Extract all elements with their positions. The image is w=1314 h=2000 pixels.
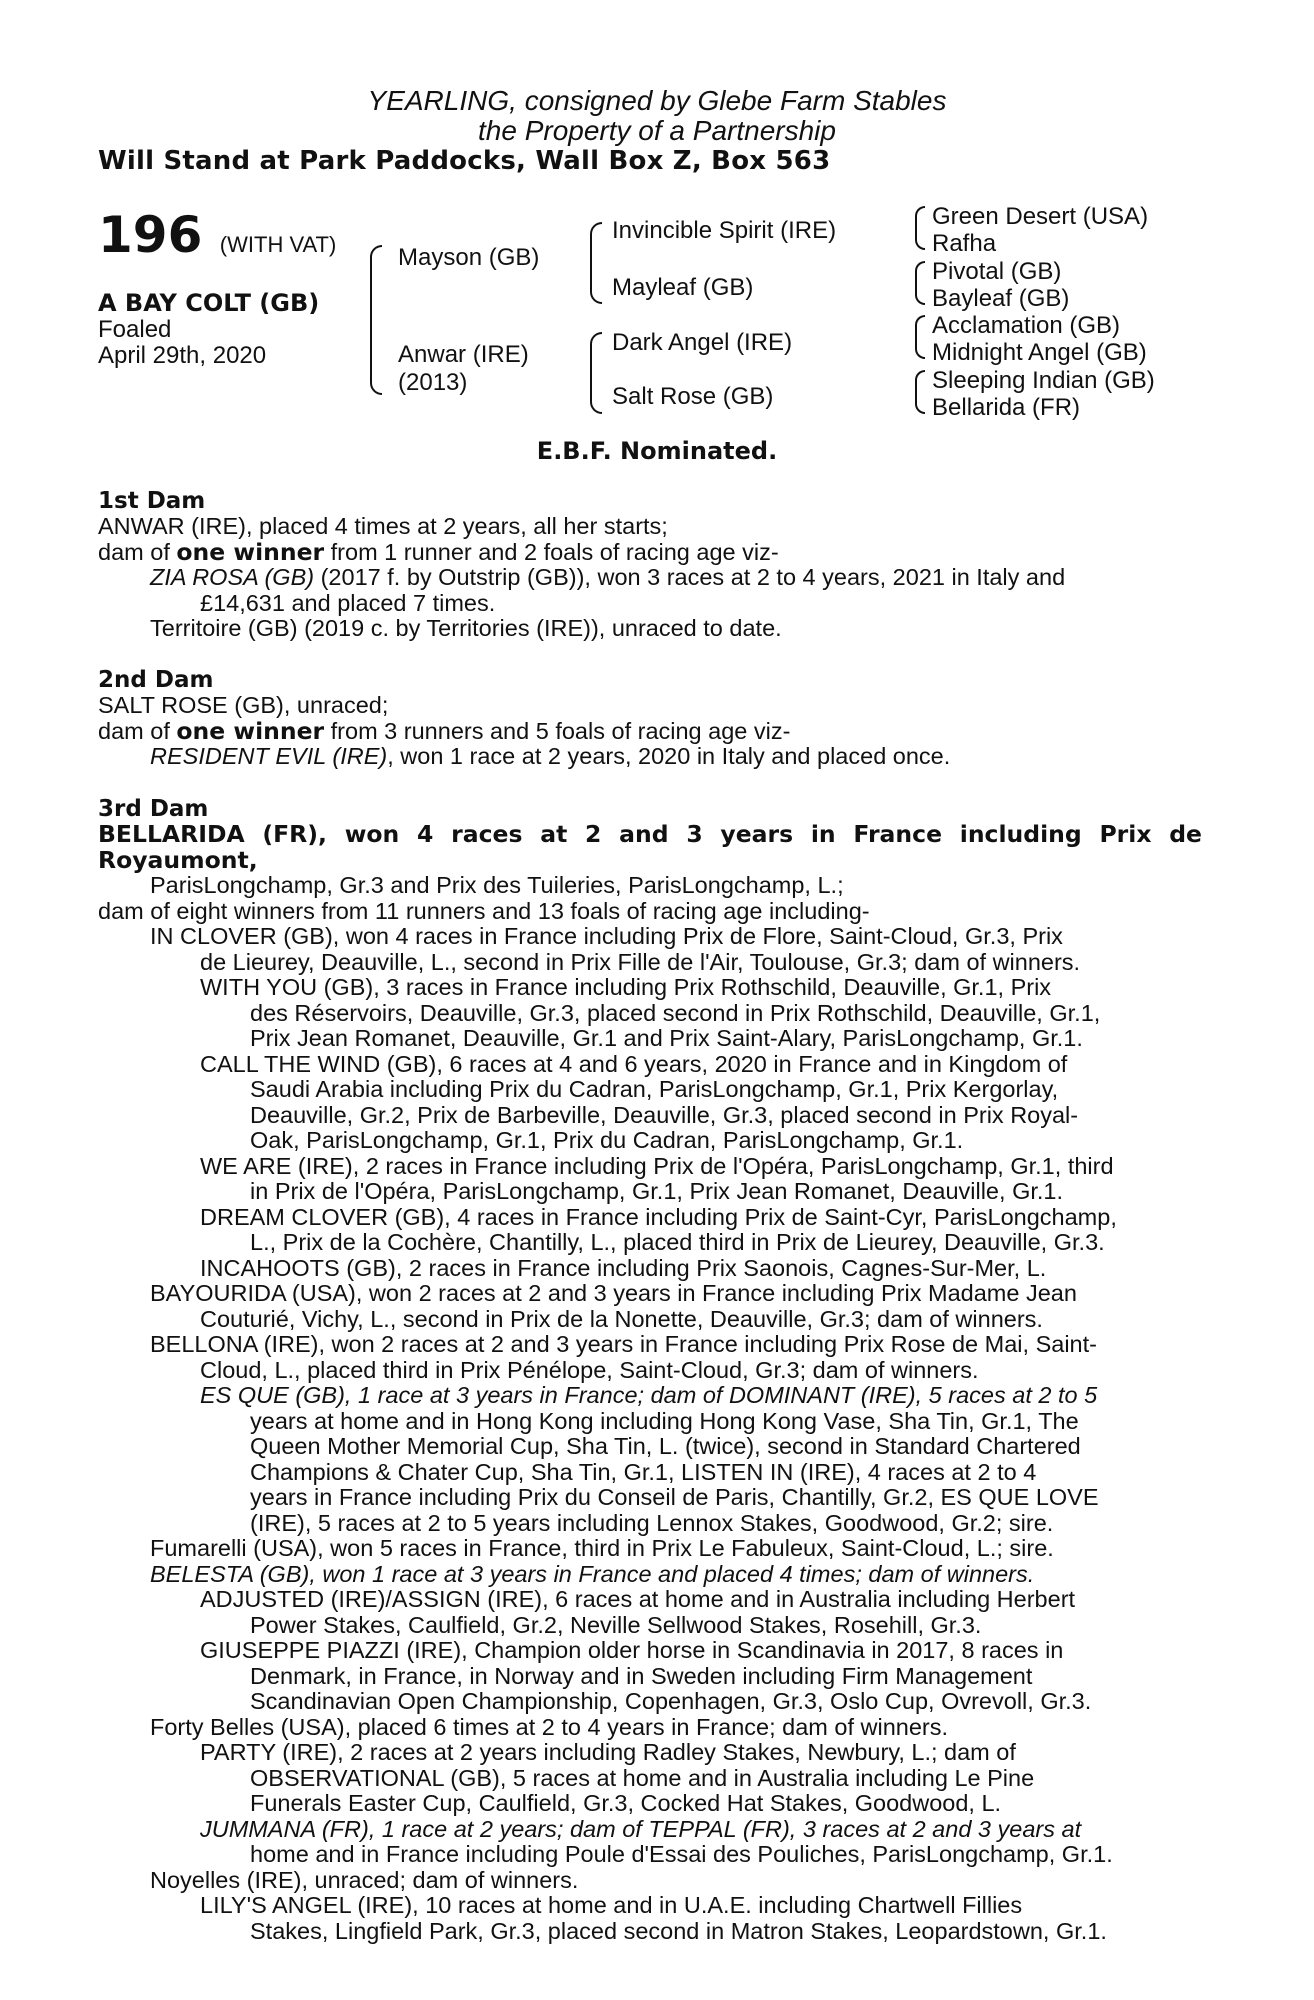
third-dam-line: BAYOURIDA (USA), won 2 races at 2 and 3 years in France including Prix Madame Jean [150, 1280, 1077, 1306]
ds-parents-brace [915, 315, 925, 359]
third-dam-line: PARTY (IRE), 2 races at 2 years including Radley Stakes, Newbury, L.; dam of [200, 1739, 1016, 1765]
third-dam-line: IN CLOVER (GB), won 4 races in France including Prix de Flore, Saint-Cloud, Gr.3, Prix [150, 923, 1063, 949]
third-dam-line: Power Stakes, Caulfield, Gr.2, Neville Sellwood Stakes, Rosehill, Gr.3. [250, 1611, 982, 1638]
third-dam-line: Saudi Arabia including Prix du Cadran, ParisLongchamp, Gr.1, Prix Kergorlay, [250, 1076, 1059, 1102]
third-dam-line: WITH YOU (GB), 3 races in France including Prix Rothschild, Deauville, Gr.1, Prix [200, 974, 1052, 1000]
third-dam-line: des Réservoirs, Deauville, Gr.3, placed second in Prix Rothschild, Deauville, Gr.1, [250, 999, 1101, 1026]
sire-parents-brace [590, 222, 602, 304]
third-dam-line: Prix Jean Romanet, Deauville, Gr.1 and Prix Saint-Alary, ParisLongchamp, Gr.1. [250, 1025, 1083, 1051]
second-dam-section [98, 668, 1202, 770]
third-dam-line: in Prix de l'Opéra, ParisLongchamp, Gr.1, Prix Jean Romanet, Deauville, Gr.1. [250, 1178, 1063, 1204]
ss-parents-brace [915, 206, 925, 250]
third-dam-line: dam of eight winners from 11 runners and 13 foals of racing age including- [98, 897, 870, 924]
third-dam-line: JUMMANA (FR), 1 race at 2 years; dam of TEPPAL (FR), 3 races at 2 and 3 years at [200, 1815, 1082, 1842]
ownership-line: the Property of a Partnership [478, 115, 836, 146]
dam-year: (2013) [398, 369, 468, 396]
third-dam-line: Scandinavian Open Championship, Copenhagen, Gr.3, Oslo Cup, Ovrevoll, Gr.3. [250, 1688, 1092, 1714]
third-dam-line: DREAM CLOVER (GB), 4 races in France including Prix de Saint-Cyr, ParisLongchamp, [200, 1203, 1117, 1230]
third-dam-line: Funerals Easter Cup, Caulfield, Gr.3, Cocked Hat Stakes, Goodwood, L. [250, 1790, 1002, 1816]
third-dam-line: BELLONA (IRE), won 2 races at 2 and 3 years in France including Prix Rose de Mai, Saint- [150, 1331, 1097, 1357]
dam-parents-brace [590, 332, 602, 414]
first-dam-produce-summary: dam of one winner from 1 runner and 2 foals of racing age viz- [98, 537, 779, 566]
third-dam-line: Queen Mother Memorial Cup, Sha Tin, L. (twice), second in Standard Chartered [250, 1433, 1081, 1459]
produce-entry: ZIA ROSA (GB) (2017 f. by Outstrip (GB)), won 3 races at 2 to 4 years, 2021 in Italy and [150, 564, 1066, 590]
third-dam-line: ParisLongchamp, Gr.3 and Prix des Tuileries, ParisLongchamp, L.; [150, 872, 844, 898]
third-dam-line: years in France including Prix du Conseil de Paris, Chantilly, Gr.2, ES QUE LOVE [250, 1484, 1099, 1510]
third-dam-line: INCAHOOTS (GB), 2 races in France including Prix Saonois, Cagnes-Sur-Mer, L. [200, 1254, 1047, 1281]
ss-dam: Rafha [932, 230, 997, 257]
third-dam-line: BELLARIDA (FR), won 4 races at 2 and 3 years in France including Prix de Royaumont, [98, 820, 1202, 874]
foaled-label: Foaled [98, 316, 172, 343]
vat-label: (WITH VAT) [219, 232, 337, 257]
third-dam-line: Cloud, L., placed third in Prix Pénélope, Saint-Cloud, Gr.3; dam of winners. [200, 1356, 979, 1383]
third-dam-heading: 3rd Dam [98, 796, 209, 822]
produce-entry-cont: £14,631 and placed 7 times. [200, 589, 496, 616]
dam-sire: Dark Angel (IRE) [612, 329, 793, 356]
third-dam-line: GIUSEPPE PIAZZI (IRE), Champion older horse in Scandinavia in 2017, 8 races in [200, 1637, 1064, 1663]
second-dam-produce-summary: dam of one winner from 3 runners and 5 foals of racing age viz- [98, 716, 791, 745]
dd-parents-brace [915, 370, 925, 414]
sire-dam-brace [370, 245, 382, 395]
sire-name: Mayson (GB) [398, 244, 540, 271]
third-dam-line: de Lieurey, Deauville, L., second in Prix Fille de l'Air, Toulouse, Gr.3; dam of winners. [200, 948, 1081, 975]
sd-sire: Pivotal (GB) [932, 258, 1062, 285]
foaled-date: April 29th, 2020 [98, 342, 267, 369]
third-dam-line: Champions & Chater Cup, Sha Tin, Gr.1, LISTEN IN (IRE), 4 races at 2 to 4 [250, 1458, 1037, 1485]
third-dam-line: Denmark, in France, in Norway and in Sweden including Firm Management [250, 1662, 1033, 1689]
sire-sire: Invincible Spirit (IRE) [612, 217, 837, 244]
ds-sire: Acclamation (GB) [932, 312, 1121, 339]
third-dam-line: years at home and in Hong Kong including Hong Kong Vase, Sha Tin, Gr.1, The [250, 1407, 1079, 1434]
third-dam-line: Forty Belles (USA), placed 6 times at 2 to 4 years in France; dam of winners. [150, 1713, 949, 1740]
dd-dam: Bellarida (FR) [932, 394, 1081, 421]
third-dam-line: (IRE), 5 races at 2 to 5 years including Lennox Stakes, Goodwood, Gr.2; sire. [250, 1509, 1054, 1536]
third-dam-line: Noyelles (IRE), unraced; dam of winners. [150, 1866, 579, 1893]
produce-entry: RESIDENT EVIL (IRE), won 1 race at 2 years, 2020 in Italy and placed once. [150, 743, 951, 769]
third-dam-line: Fumarelli (USA), won 5 races in France, third in Prix Le Fabuleux, Saint-Cloud, L.; sire. [150, 1535, 1054, 1561]
third-dam-line: Deauville, Gr.2, Prix de Barbeville, Deauville, Gr.3, placed second in Prix Royal- [250, 1101, 1079, 1128]
first-dam-section [98, 489, 1202, 642]
horse-description: A BAY COLT (GB) [98, 289, 320, 317]
third-dam-line: home and in France including Poule d'Essai des Pouliches, ParisLongchamp, Gr.1. [250, 1841, 1113, 1867]
ebf-nomination: E.B.F. Nominated. [536, 437, 778, 465]
third-dam-line: OBSERVATIONAL (GB), 5 races at home and in Australia including Le Pine [250, 1764, 1035, 1791]
second-dam-intro: SALT ROSE (GB), unraced; [98, 692, 389, 718]
lot-number-block [98, 206, 336, 264]
ss-sire: Green Desert (USA) [932, 203, 1149, 230]
third-dam-section [98, 797, 1202, 1944]
second-dam-heading: 2nd Dam [98, 667, 214, 693]
ds-dam: Midnight Angel (GB) [932, 339, 1147, 366]
sd-parents-brace [915, 261, 925, 305]
third-dam-line: Oak, ParisLongchamp, Gr.1, Prix du Cadran, ParisLongchamp, Gr.1. [250, 1127, 964, 1153]
third-dam-line: BELESTA (GB), won 1 race at 3 years in France and placed 4 times; dam of winners. [150, 1560, 1035, 1587]
stand-location: Will Stand at Park Paddocks, Wall Box Z, Box 563 [98, 146, 831, 176]
third-dam-line: Couturié, Vichy, L., second in Prix de la Nonette, Deauville, Gr.3; dam of winners. [200, 1305, 1043, 1332]
third-dam-line: ADJUSTED (IRE)/ASSIGN (IRE), 6 races at home and in Australia including Herbert [200, 1586, 1076, 1612]
first-dam-heading: 1st Dam [98, 488, 206, 514]
third-dam-line: ES QUE (GB), 1 race at 3 years in France; dam of DOMINANT (IRE), 5 races at 2 to 5 [200, 1382, 1098, 1408]
sire-dam: Mayleaf (GB) [612, 274, 754, 301]
third-dam-line: L., Prix de la Cochère, Chantilly, L., placed third in Prix de Lieurey, Deauville, Gr.3. [250, 1229, 1105, 1255]
lot-number: 196 [98, 206, 203, 264]
consignor-line: YEARLING, consigned by Glebe Farm Stables [367, 85, 947, 116]
third-dam-line: WE ARE (IRE), 2 races in France including Prix de l'Opéra, ParisLongchamp, Gr.1, third [200, 1152, 1114, 1179]
first-dam-intro: ANWAR (IRE), placed 4 times at 2 years, all her starts; [98, 513, 668, 539]
third-dam-line: LILY'S ANGEL (IRE), 10 races at home and in U.A.E. including Chartwell Fillies [200, 1892, 1023, 1918]
dam-name: Anwar (IRE) [398, 341, 529, 368]
third-dam-line: CALL THE WIND (GB), 6 races at 4 and 6 years, 2020 in France and in Kingdom of [200, 1050, 1068, 1077]
sd-dam: Bayleaf (GB) [932, 285, 1070, 312]
dam-dam: Salt Rose (GB) [612, 383, 774, 410]
produce-entry: Territoire (GB) (2019 c. by Territories (IRE)), unraced to date. [150, 615, 782, 641]
dd-sire: Sleeping Indian (GB) [932, 367, 1155, 394]
third-dam-line: Stakes, Lingfield Park, Gr.3, placed second in Matron Stakes, Leopardstown, Gr.1. [250, 1917, 1107, 1944]
